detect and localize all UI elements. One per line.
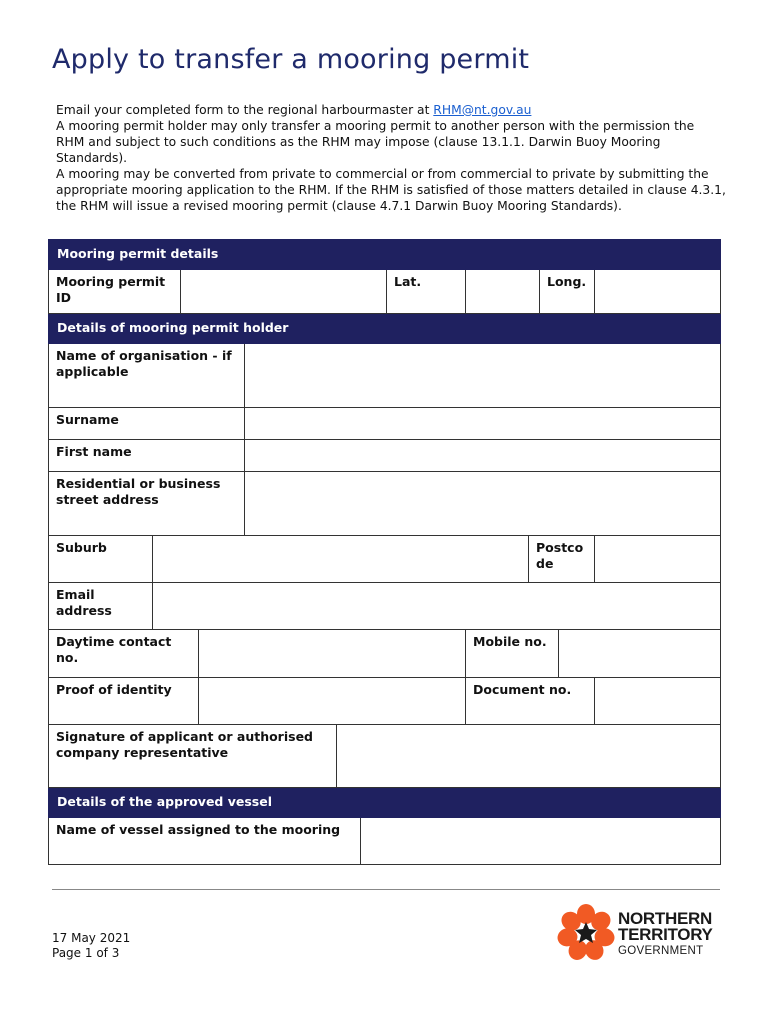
desert-rose-icon — [556, 903, 616, 963]
logo-line-government: GOVERNMENT — [618, 945, 704, 957]
first-name-row — [49, 440, 721, 472]
contact-row — [49, 630, 721, 678]
mooring-permit-id-label: Mooring permit ID — [49, 270, 181, 314]
vessel-name-label: Name of vessel assigned to the mooring — [49, 818, 361, 865]
mobile-label: Mobile no. — [466, 630, 559, 678]
intro-transfer-paragraph: A mooring permit holder may only transfer a mooring permit to another person with the permission the RHM and subject to such conditions as the RHM may impose (clause 13.1.1. Darwin Buoy Mooring Standards). — [56, 119, 695, 165]
organisation-label: Name of organisation - if applicable — [49, 344, 245, 408]
mooring-permit-id-field[interactable] — [181, 270, 387, 314]
section-header-holder — [49, 314, 721, 344]
email-field[interactable] — [153, 583, 721, 630]
transfer-form-table — [48, 239, 721, 865]
latitude-label: Lat. — [387, 270, 466, 314]
first-name-label: First name — [49, 440, 245, 472]
logo-line-territory: TERRITORY — [618, 925, 713, 944]
longitude-field[interactable] — [595, 270, 721, 314]
address-row — [49, 472, 721, 536]
footer-page-number: Page 1 of 3 — [52, 946, 120, 960]
email-row — [49, 583, 721, 630]
surname-row — [49, 408, 721, 440]
vessel-name-field[interactable] — [361, 818, 721, 865]
surname-field[interactable] — [245, 408, 721, 440]
document-no-label: Document no. — [466, 678, 595, 725]
section-heading-holder: Details of mooring permit holder — [49, 314, 721, 344]
rhm-email-link[interactable]: RHM@nt.gov.au — [433, 103, 532, 117]
email-label: Email address — [49, 583, 153, 630]
organisation-row — [49, 344, 721, 408]
vessel-row — [49, 818, 721, 865]
identity-row — [49, 678, 721, 725]
surname-label: Surname — [49, 408, 245, 440]
section-header-vessel — [49, 788, 721, 818]
postcode-field[interactable] — [595, 536, 721, 583]
mobile-field[interactable] — [559, 630, 721, 678]
section-heading-vessel: Details of the approved vessel — [49, 788, 721, 818]
footer-date: 17 May 2021 — [52, 931, 131, 945]
section-heading-mooring: Mooring permit details — [49, 240, 721, 270]
intro-conversion-paragraph: A mooring may be converted from private to commercial or from commercial to private by submitting the appropriate mooring application to the RHM. If the RHM is satisfied of those matters detailed in clause 4.3.1, the RHM will issue a revised mooring permit (clause 4.7.1 Darwin Buoy Mooring Standards). — [56, 167, 726, 213]
suburb-field[interactable] — [153, 536, 529, 583]
document-no-field[interactable] — [595, 678, 721, 725]
proof-of-identity-label: Proof of identity — [49, 678, 199, 725]
organisation-field[interactable] — [245, 344, 721, 408]
mooring-details-row — [49, 270, 721, 314]
intro-text — [56, 102, 726, 214]
page-title: Apply to transfer a mooring permit — [52, 44, 530, 75]
proof-of-identity-field[interactable] — [199, 678, 466, 725]
address-label: Residential or business street address — [49, 472, 245, 536]
logo-line-northern: NORTHERN — [618, 909, 712, 928]
latitude-field[interactable] — [466, 270, 540, 314]
address-field[interactable] — [245, 472, 721, 536]
signature-label: Signature of applicant or authorised company representative — [49, 725, 337, 788]
nt-government-logo — [556, 903, 726, 963]
intro-email-prefix: Email your completed form to the regional harbourmaster at — [56, 103, 434, 117]
suburb-label: Suburb — [49, 536, 153, 583]
postcode-label: Postco de — [529, 536, 595, 583]
intro-email-line — [56, 102, 726, 118]
daytime-contact-label: Daytime contact no. — [49, 630, 199, 678]
footer — [52, 931, 130, 961]
signature-field[interactable] — [337, 725, 721, 788]
suburb-row — [49, 536, 721, 583]
longitude-label: Long. — [540, 270, 595, 314]
section-header-mooring — [49, 240, 721, 270]
signature-row — [49, 725, 721, 788]
first-name-field[interactable] — [245, 440, 721, 472]
footer-divider — [52, 889, 720, 890]
logo-wordmark — [618, 911, 713, 959]
daytime-contact-field[interactable] — [199, 630, 466, 678]
